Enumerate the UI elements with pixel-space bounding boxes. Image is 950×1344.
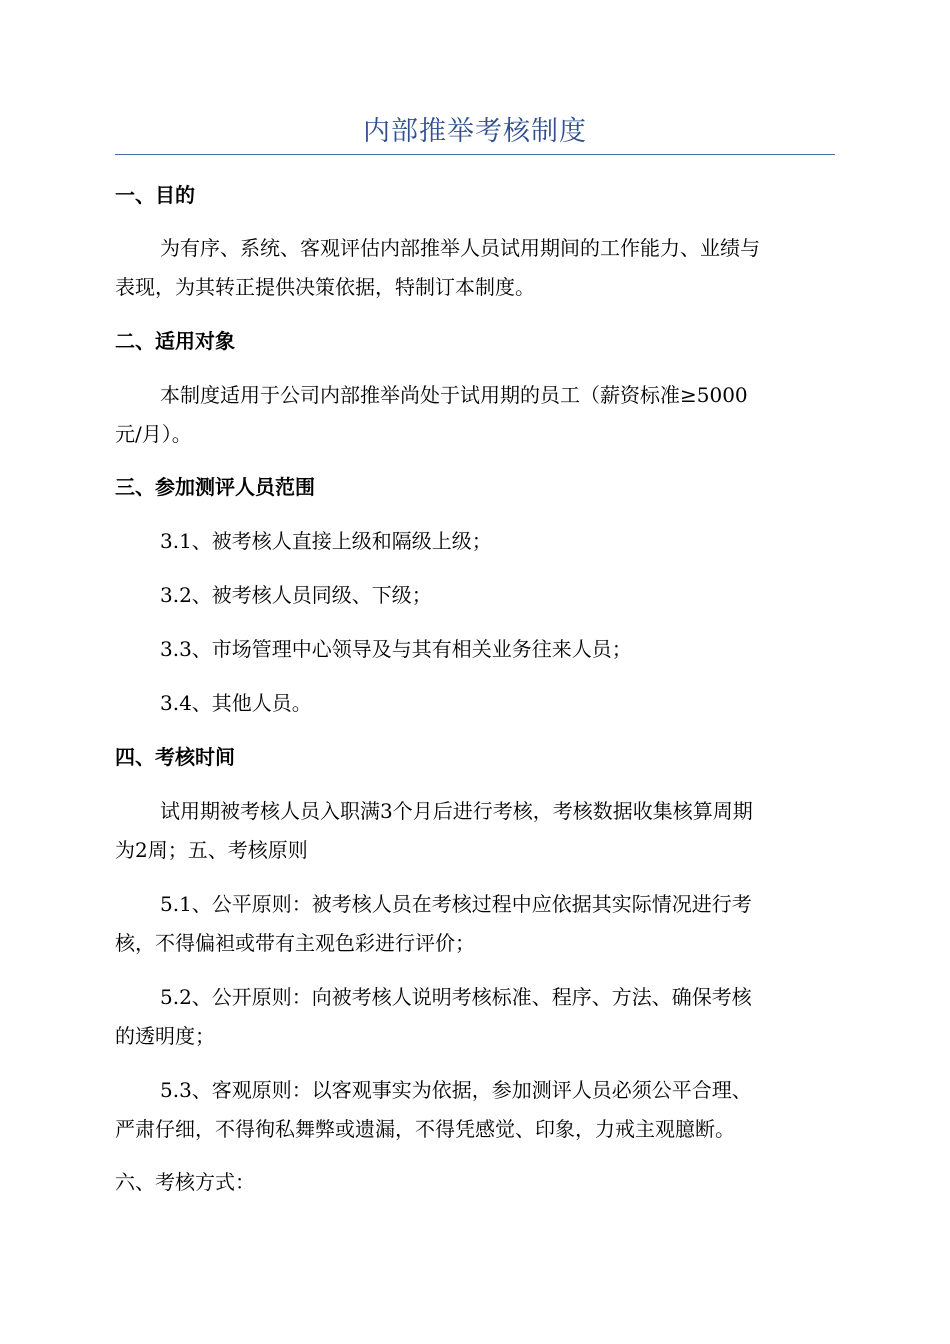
principle-fairness-line: 核，不得偏袒或带有主观色彩进行评价；	[115, 931, 475, 955]
paragraph-line: 元/月）。	[115, 422, 192, 446]
paragraph-line: 为2周；五、考核原则	[115, 838, 308, 862]
section-heading-timing: 四、考核时间	[115, 745, 235, 769]
section-heading-evaluators: 三、参加测评人员范围	[115, 475, 315, 499]
paragraph-line: 表现，为其转正提供决策依据，特制订本制度。	[115, 275, 535, 299]
list-item: 3.3、市场管理中心领导及与其有相关业务往来人员；	[160, 637, 632, 661]
section-heading-method: 六、考核方式：	[115, 1170, 255, 1194]
paragraph-line: 为有序、系统、客观评估内部推举人员试用期间的工作能力、业绩与	[160, 236, 760, 260]
page-title: 内部推举考核制度	[363, 116, 587, 147]
section-heading-scope: 二、适用对象	[115, 329, 235, 353]
principle-openness-line: 5.2、公开原则：向被考核人说明考核标准、程序、方法、确保考核	[160, 985, 752, 1009]
principle-objectivity-line: 5.3、客观原则：以客观事实为依据，参加测评人员必须公平合理、	[160, 1078, 752, 1102]
section-heading-purpose: 一、目的	[115, 183, 195, 207]
list-item: 3.1、被考核人直接上级和隔级上级；	[160, 529, 492, 553]
principle-openness-line: 的透明度；	[115, 1024, 215, 1048]
paragraph-line: 本制度适用于公司内部推举尚处于试用期的员工（薪资标准≥5000	[160, 383, 748, 407]
title-underline	[115, 154, 835, 155]
principle-objectivity-line: 严肃仔细，不得徇私舞弊或遗漏，不得凭感觉、印象，力戒主观臆断。	[115, 1117, 735, 1141]
list-item: 3.2、被考核人员同级、下级；	[160, 583, 432, 607]
list-item: 3.4、其他人员。	[160, 691, 312, 715]
principle-fairness-line: 5.1、公平原则：被考核人员在考核过程中应依据其实际情况进行考	[160, 892, 752, 916]
paragraph-line: 试用期被考核人员入职满3个月后进行考核，考核数据收集核算周期	[160, 799, 753, 823]
